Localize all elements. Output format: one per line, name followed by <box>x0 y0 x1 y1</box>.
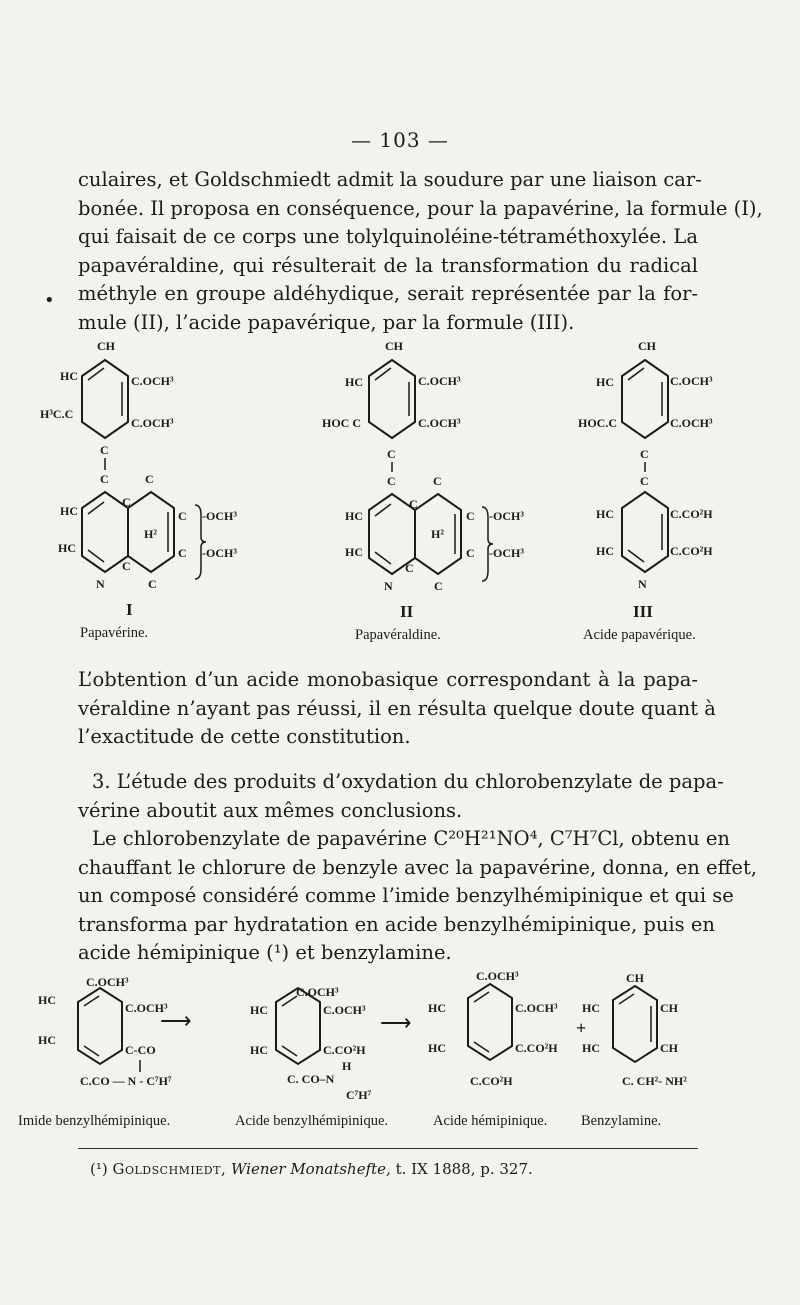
formula-caption: Acide papavérique. <box>583 627 696 643</box>
formula-label: HC <box>250 1043 268 1057</box>
formula-label: C <box>640 447 649 461</box>
formula-label: CH <box>638 339 656 353</box>
formula-label: H³C.C <box>40 407 74 421</box>
formula-label: HC <box>345 545 363 559</box>
formula-label: C <box>405 561 414 575</box>
formula-label: C.OCH³ <box>418 374 461 388</box>
formula-label: C.OCH³ <box>670 374 713 388</box>
formula-label: -OCH³ <box>202 546 237 560</box>
formula-caption: Papavérine. <box>80 625 149 641</box>
reaction-arrow: ⟶ <box>160 1008 192 1033</box>
formula-label: C.CO²H <box>470 1074 513 1088</box>
paragraph-papaveraldine-doubt <box>78 666 716 752</box>
formula-label: HC <box>582 1001 600 1015</box>
formula-label: C.OCH³ <box>125 1001 168 1015</box>
formula-figure-row1 <box>0 330 800 650</box>
text-line: bonée. Il proposa en conséquence, pour la papavérine, la formule (I), <box>78 196 763 220</box>
formula-label: C <box>145 472 154 486</box>
text-line: méthyle en groupe aldéhydique, serait représentée par la for- <box>78 282 698 305</box>
formula-label: C⁷H⁷ <box>346 1088 372 1102</box>
formula-label: C-CO <box>125 1043 156 1057</box>
formula-label: H² <box>144 527 157 541</box>
formula-label: HC <box>60 369 78 383</box>
formula-label: C <box>122 495 131 509</box>
formula-label: C <box>466 546 475 560</box>
formula-label: C.OCH³ <box>515 1001 558 1015</box>
text-line: l’exactitude de cette constitution. <box>78 725 411 748</box>
formula-label: N <box>96 577 105 591</box>
formula-label: C.OCH³ <box>670 416 713 430</box>
text-line: mule (II), l’acide papavérique, par la formule (III). <box>78 310 575 334</box>
formula-label: HC <box>428 1001 446 1015</box>
formula-label: C.CO — N - C⁷H⁷ <box>80 1074 172 1088</box>
formula-label: -OCH³ <box>202 509 237 523</box>
formula-label: CH <box>385 339 403 353</box>
formula-label: CH <box>660 1041 678 1055</box>
formula-benzylhemipinic-imide <box>38 975 172 1088</box>
footnote-author: Goldschmiedt, <box>112 1160 227 1178</box>
formula-label: C <box>387 474 396 488</box>
formula-label: C <box>409 497 418 511</box>
formula-label: C <box>434 579 443 593</box>
text-line: chauffant le chlorure de benzyle avec la papavérine, donna, en effet, <box>78 855 757 879</box>
formula-label: C <box>387 447 396 461</box>
formula-label: C <box>178 546 187 560</box>
formula-label: -OCH³ <box>489 509 524 523</box>
formula-caption: Acide hémipinique. <box>433 1113 548 1129</box>
formula-label: C.CO²H <box>670 507 713 521</box>
formula-label: HOC.C <box>578 416 617 430</box>
formula-label: CH <box>660 1001 678 1015</box>
formula-label: C.OCH³ <box>131 416 174 430</box>
formula-label: N <box>384 579 393 593</box>
formula-label: C. CH²- NH² <box>622 1074 687 1088</box>
formula-label: C <box>122 559 131 573</box>
formula-label: HC <box>38 993 56 1007</box>
formula-numeral: I <box>126 600 133 619</box>
margin-mark: • <box>44 290 55 311</box>
footnote-rule <box>78 1148 698 1149</box>
formula-label: C <box>433 474 442 488</box>
formula-benzylhemipinic-acid <box>250 985 372 1102</box>
text-line: 3. L’étude des produits d’oxydation du chlorobenzylate de papa- <box>92 770 724 793</box>
formula-label: C <box>100 472 109 486</box>
formula-papaverine <box>40 339 237 641</box>
formula-label: H² <box>431 527 444 541</box>
formula-label: N <box>638 577 647 591</box>
paragraph-chlorobenzylate <box>78 768 757 968</box>
formula-label: HC <box>60 504 78 518</box>
text-line: vérine aboutit aux mêmes conclusions. <box>78 798 463 822</box>
formula-label: C.OCH³ <box>323 1003 366 1017</box>
footnote-reference: t. IX 1888, p. 327. <box>395 1160 533 1178</box>
formula-caption: Benzylamine. <box>581 1113 662 1129</box>
formula-label: C.CO²H <box>323 1043 366 1057</box>
text-line: transforma par hydratation en acide benzylhémipinique, puis en <box>78 912 715 936</box>
formula-label: C.OCH³ <box>476 969 519 983</box>
formula-label: CH <box>626 971 644 985</box>
plus-sign: + <box>576 1018 587 1038</box>
formula-label: C <box>466 509 475 523</box>
formula-caption: Imide benzylhémipinique. <box>18 1113 171 1129</box>
paragraph-goldschmiedt-formula <box>78 166 763 337</box>
formula-label: -OCH³ <box>489 546 524 560</box>
text-line: un composé considéré comme l’imide benzylhémipinique et qui se <box>78 884 734 907</box>
formula-label: CH <box>97 339 115 353</box>
text-line: Le chlorobenzylate de papavérine C²⁰H²¹NO⁴, C⁷H⁷Cl, obtenu en <box>92 827 730 850</box>
formula-figure-row2 <box>0 970 800 1140</box>
formula-label: C. CO–N <box>287 1072 335 1086</box>
text-line: qui faisait de ce corps une tolylquinoléine-tétraméthoxylée. La <box>78 225 698 248</box>
formula-label: HC <box>596 507 614 521</box>
formula-label: C.OCH³ <box>418 416 461 430</box>
formula-caption: Acide benzylhémipinique. <box>235 1113 389 1129</box>
formula-label: HOC C <box>322 416 361 430</box>
text-line: véraldine n’ayant pas réussi, il en résulta quelque doute quant à <box>78 696 716 720</box>
formula-label: C <box>100 443 109 457</box>
formula-label: H <box>342 1059 352 1073</box>
formula-label: HC <box>582 1041 600 1055</box>
text-line: papavéraldine, qui résulterait de la transformation du radical <box>78 253 698 277</box>
footnote-journal: Wiener Monatshefte, <box>231 1160 391 1178</box>
formula-label: HC <box>38 1033 56 1047</box>
formula-label: HC <box>596 375 614 389</box>
formula-label: C <box>148 577 157 591</box>
page-number: — 103 — <box>351 128 449 152</box>
formula-label: C.OCH³ <box>86 975 129 989</box>
text-line: culaires, et Goldschmiedt admit la soudure par une liaison car- <box>78 168 702 191</box>
footnote-mark: (¹) <box>90 1160 108 1178</box>
text-line: acide hémipinique (¹) et benzylamine. <box>78 941 452 964</box>
formula-label: C.OCH³ <box>296 985 339 999</box>
reaction-arrow: ⟶ <box>380 1010 412 1035</box>
text-line: L’obtention d’un acide monobasique correspondant à la papa- <box>78 668 698 691</box>
formula-label: C.CO²H <box>670 544 713 558</box>
formula-numeral: II <box>400 602 414 621</box>
formula-label: HC <box>345 509 363 523</box>
formula-label: HC <box>345 375 363 389</box>
formula-papaveraldine <box>322 339 524 643</box>
formula-label: C <box>178 509 187 523</box>
formula-label: C.OCH³ <box>131 374 174 388</box>
footnote <box>90 1160 533 1178</box>
formula-label: HC <box>428 1041 446 1055</box>
formula-hemipinic-acid <box>428 969 558 1088</box>
formula-papaveric-acid <box>578 339 713 643</box>
formula-caption: Papavéraldine. <box>355 627 441 643</box>
formula-benzylamine <box>582 971 687 1088</box>
formula-numeral: III <box>633 602 653 621</box>
formula-label: C <box>640 474 649 488</box>
formula-label: C.CO²H <box>515 1041 558 1055</box>
formula-label: HC <box>58 541 76 555</box>
formula-label: HC <box>596 544 614 558</box>
formula-label: HC <box>250 1003 268 1017</box>
